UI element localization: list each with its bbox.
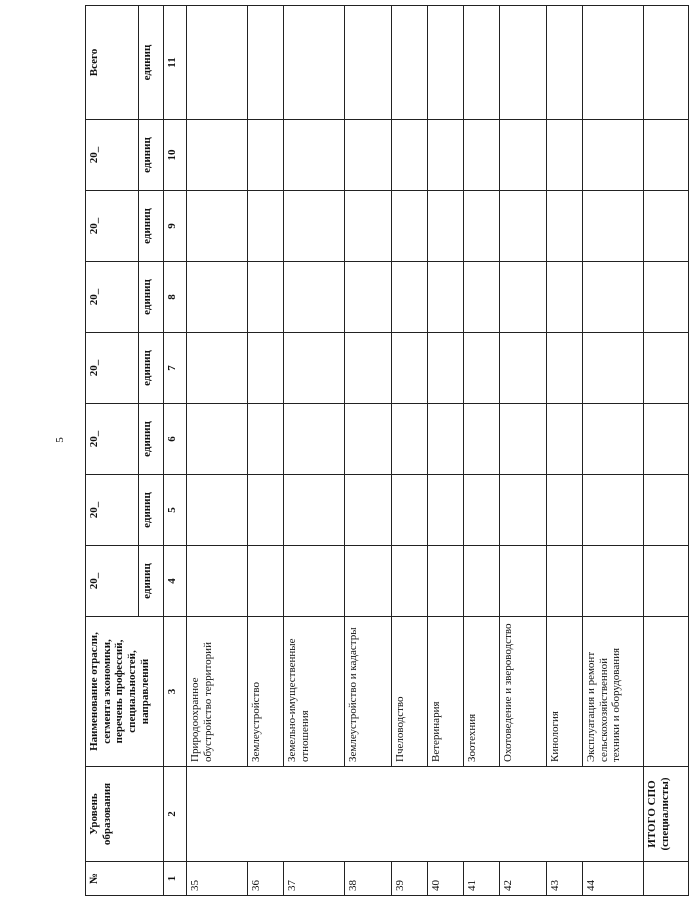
value-cell bbox=[345, 6, 392, 120]
value-cell bbox=[284, 475, 345, 546]
value-cell bbox=[392, 546, 428, 617]
value-cell bbox=[428, 546, 464, 617]
value-cell bbox=[345, 262, 392, 333]
value-cell bbox=[500, 404, 547, 475]
value-cell bbox=[583, 262, 644, 333]
value-cell bbox=[644, 404, 689, 475]
value-cell bbox=[547, 546, 583, 617]
value-cell bbox=[428, 6, 464, 120]
row-name: Зоотехния bbox=[464, 617, 500, 767]
column-number: 9 bbox=[164, 191, 187, 262]
table-row bbox=[284, 6, 345, 896]
value-cell bbox=[428, 262, 464, 333]
header-name: Наименование отрасли, сегмента экономики, перечень профессий, специальностей, направлений bbox=[86, 617, 164, 767]
value-cell bbox=[500, 6, 547, 120]
value-cell bbox=[345, 404, 392, 475]
value-cell bbox=[547, 6, 583, 120]
header-row bbox=[86, 6, 139, 896]
value-cell bbox=[248, 6, 284, 120]
value-cell bbox=[464, 404, 500, 475]
row-number: 38 bbox=[345, 862, 392, 896]
row-name: Эксплуатация и ремонт сельскохозяйственной техники и оборудования bbox=[583, 617, 644, 767]
header-year-5: 20_ bbox=[86, 262, 139, 333]
unit-cell: единиц bbox=[139, 475, 164, 546]
value-cell bbox=[583, 404, 644, 475]
value-cell bbox=[345, 120, 392, 191]
value-cell bbox=[500, 546, 547, 617]
value-cell bbox=[583, 333, 644, 404]
value-cell bbox=[392, 120, 428, 191]
value-cell bbox=[284, 333, 345, 404]
row-number: 41 bbox=[464, 862, 500, 896]
value-cell bbox=[547, 120, 583, 191]
value-cell bbox=[248, 333, 284, 404]
column-number: 1 bbox=[164, 862, 187, 896]
column-number-row bbox=[164, 6, 187, 896]
value-cell bbox=[392, 333, 428, 404]
value-cell bbox=[583, 475, 644, 546]
value-cell bbox=[464, 191, 500, 262]
value-cell bbox=[583, 546, 644, 617]
value-cell bbox=[500, 475, 547, 546]
value-cell bbox=[345, 546, 392, 617]
column-number: 2 bbox=[164, 767, 187, 862]
value-cell bbox=[547, 333, 583, 404]
table-row bbox=[428, 6, 464, 896]
column-number: 11 bbox=[164, 6, 187, 120]
row-number: 37 bbox=[284, 862, 345, 896]
value-cell bbox=[284, 120, 345, 191]
value-cell bbox=[392, 6, 428, 120]
value-cell bbox=[464, 475, 500, 546]
row-name: Землеустройство и кадастры bbox=[345, 617, 392, 767]
education-table bbox=[85, 5, 689, 896]
column-number: 8 bbox=[164, 262, 187, 333]
column-number: 7 bbox=[164, 333, 187, 404]
value-cell bbox=[248, 404, 284, 475]
header-total: Всего bbox=[86, 6, 139, 120]
value-cell bbox=[284, 546, 345, 617]
value-cell bbox=[392, 475, 428, 546]
value-cell bbox=[428, 333, 464, 404]
value-cell bbox=[248, 475, 284, 546]
level-cell bbox=[187, 767, 644, 862]
row-number: 36 bbox=[248, 862, 284, 896]
header-level: Уровень образования bbox=[86, 767, 164, 862]
value-cell bbox=[187, 120, 248, 191]
row-name: Пчеловодство bbox=[392, 617, 428, 767]
value-cell bbox=[428, 120, 464, 191]
row-name: Ветеринария bbox=[428, 617, 464, 767]
row-number: 42 bbox=[500, 862, 547, 896]
row-name: Охотоведение и звероводство bbox=[500, 617, 547, 767]
row-number: 35 bbox=[187, 862, 248, 896]
row-name: Землеустройство bbox=[248, 617, 284, 767]
column-number: 10 bbox=[164, 120, 187, 191]
table-row bbox=[583, 6, 644, 896]
value-cell bbox=[464, 6, 500, 120]
value-cell bbox=[187, 333, 248, 404]
row-number: 43 bbox=[547, 862, 583, 896]
unit-cell: единиц bbox=[139, 546, 164, 617]
value-cell bbox=[345, 333, 392, 404]
row-number: 44 bbox=[583, 862, 644, 896]
total-name-cell bbox=[644, 617, 689, 767]
value-cell bbox=[583, 191, 644, 262]
value-cell bbox=[187, 475, 248, 546]
header-year-7: 20_ bbox=[86, 120, 139, 191]
column-number: 4 bbox=[164, 546, 187, 617]
value-cell bbox=[464, 120, 500, 191]
value-cell bbox=[583, 120, 644, 191]
value-cell bbox=[392, 404, 428, 475]
value-cell bbox=[187, 404, 248, 475]
unit-cell: единиц bbox=[139, 191, 164, 262]
value-cell bbox=[547, 262, 583, 333]
table-row bbox=[464, 6, 500, 896]
column-number: 5 bbox=[164, 475, 187, 546]
value-cell bbox=[500, 262, 547, 333]
value-cell bbox=[345, 191, 392, 262]
value-cell bbox=[428, 191, 464, 262]
table-row bbox=[248, 6, 284, 896]
unit-cell: единиц bbox=[139, 120, 164, 191]
value-cell bbox=[187, 262, 248, 333]
column-number: 6 bbox=[164, 404, 187, 475]
table-row bbox=[500, 6, 547, 896]
unit-cell: единиц bbox=[139, 404, 164, 475]
value-cell bbox=[248, 191, 284, 262]
value-cell bbox=[464, 546, 500, 617]
value-cell bbox=[644, 120, 689, 191]
table-row bbox=[345, 6, 392, 896]
value-cell bbox=[187, 6, 248, 120]
value-cell bbox=[428, 404, 464, 475]
total-label: ИТОГО СПО (специалисты) bbox=[644, 767, 689, 862]
row-name: Кинология bbox=[547, 617, 583, 767]
value-cell bbox=[644, 546, 689, 617]
value-cell bbox=[500, 191, 547, 262]
header-year-6: 20_ bbox=[86, 191, 139, 262]
value-cell bbox=[284, 404, 345, 475]
value-cell bbox=[392, 191, 428, 262]
value-cell bbox=[248, 546, 284, 617]
unit-cell: единиц bbox=[139, 6, 164, 120]
value-cell bbox=[428, 475, 464, 546]
row-name: Земельно-имущественные отношения bbox=[284, 617, 345, 767]
table-row bbox=[547, 6, 583, 896]
value-cell bbox=[284, 262, 345, 333]
value-cell bbox=[248, 120, 284, 191]
value-cell bbox=[500, 120, 547, 191]
page-number: 5 bbox=[54, 437, 66, 443]
value-cell bbox=[644, 475, 689, 546]
value-cell bbox=[644, 6, 689, 120]
value-cell bbox=[464, 333, 500, 404]
row-name: Природоохранное обустройство территорий bbox=[187, 617, 248, 767]
column-number: 3 bbox=[164, 617, 187, 767]
value-cell bbox=[464, 262, 500, 333]
value-cell bbox=[547, 475, 583, 546]
rotated-table-container bbox=[85, 6, 671, 896]
unit-cell: единиц bbox=[139, 333, 164, 404]
value-cell bbox=[547, 404, 583, 475]
table-row bbox=[392, 6, 428, 896]
row-number: 40 bbox=[428, 862, 464, 896]
value-cell bbox=[284, 191, 345, 262]
total-no-cell bbox=[644, 862, 689, 896]
value-cell bbox=[345, 475, 392, 546]
value-cell bbox=[583, 6, 644, 120]
value-cell bbox=[644, 262, 689, 333]
header-year-3: 20_ bbox=[86, 404, 139, 475]
value-cell bbox=[392, 262, 428, 333]
header-year-2: 20_ bbox=[86, 475, 139, 546]
header-no: № bbox=[86, 862, 164, 896]
value-cell bbox=[547, 191, 583, 262]
unit-cell: единиц bbox=[139, 262, 164, 333]
row-number: 39 bbox=[392, 862, 428, 896]
value-cell bbox=[248, 262, 284, 333]
value-cell bbox=[187, 546, 248, 617]
value-cell bbox=[644, 191, 689, 262]
header-year-1: 20_ bbox=[86, 546, 139, 617]
table-row bbox=[187, 6, 248, 896]
value-cell bbox=[187, 191, 248, 262]
total-row bbox=[644, 6, 689, 896]
value-cell bbox=[284, 6, 345, 120]
value-cell bbox=[644, 333, 689, 404]
value-cell bbox=[500, 333, 547, 404]
header-year-4: 20_ bbox=[86, 333, 139, 404]
